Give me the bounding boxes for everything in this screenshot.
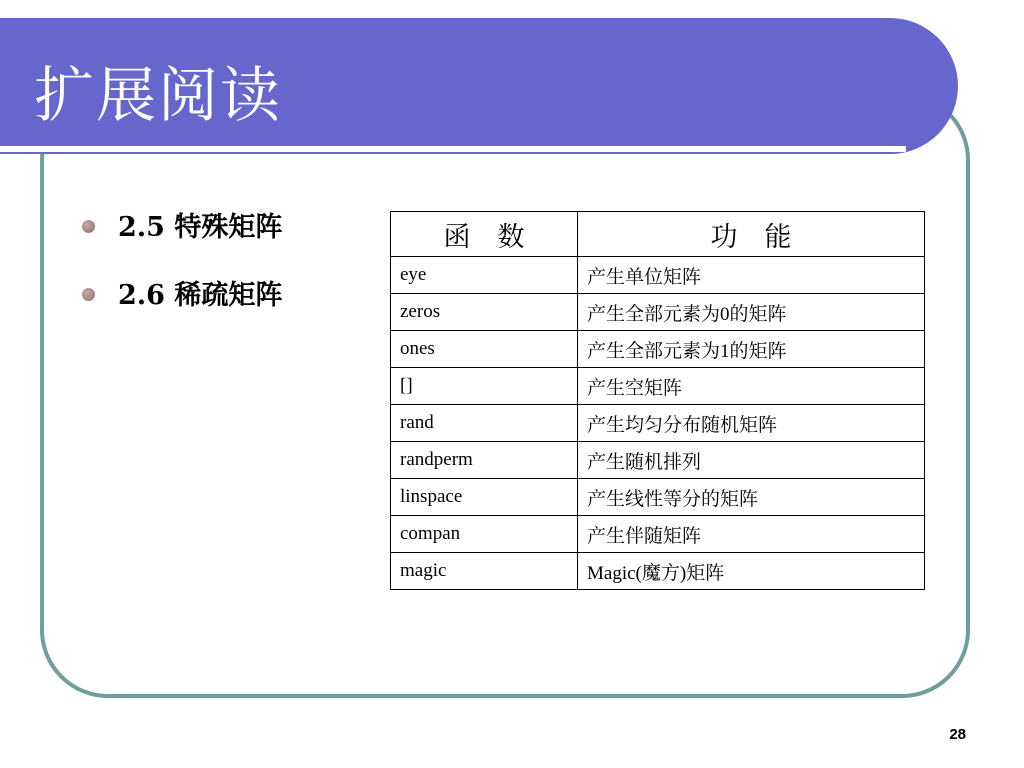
- function-desc: 产生空矩阵: [578, 368, 925, 405]
- page-number: 28: [949, 726, 966, 743]
- bullet-label: 2.6 稀疏矩阵: [118, 280, 283, 311]
- function-desc: 产生线性等分的矩阵: [578, 479, 925, 516]
- function-name: rand: [391, 405, 578, 442]
- table-row: [391, 405, 925, 442]
- function-name: ones: [391, 331, 578, 368]
- header-function: 函 数: [391, 212, 578, 257]
- table-row: [391, 479, 925, 516]
- function-name: compan: [391, 516, 578, 553]
- function-desc: 产生随机排列: [578, 442, 925, 479]
- title-bar: [0, 18, 958, 154]
- function-name: []: [391, 368, 578, 405]
- function-desc: 产生均匀分布随机矩阵: [578, 405, 925, 442]
- bullet-dot-icon: [82, 220, 95, 233]
- function-desc: 产生全部元素为1的矩阵: [578, 331, 925, 368]
- bullet-item-special-matrix: [82, 206, 282, 274]
- table-row: [391, 331, 925, 368]
- function-table: [390, 211, 925, 590]
- function-desc: 产生单位矩阵: [578, 257, 925, 294]
- bullet-label: 2.5 特殊矩阵: [118, 212, 283, 243]
- function-desc: Magic(魔方)矩阵: [578, 553, 925, 590]
- function-name: linspace: [391, 479, 578, 516]
- bullet-item-sparse-matrix: [82, 274, 282, 342]
- function-name: eye: [391, 257, 578, 294]
- table-row: [391, 516, 925, 553]
- function-name: randperm: [391, 442, 578, 479]
- table-header-row: [391, 212, 925, 257]
- bullet-list: [82, 206, 282, 342]
- table-row: [391, 257, 925, 294]
- function-desc: 产生全部元素为0的矩阵: [578, 294, 925, 331]
- title-underline: [0, 146, 906, 152]
- function-name: magic: [391, 553, 578, 590]
- function-name: zeros: [391, 294, 578, 331]
- slide-title: 扩展阅读: [34, 61, 282, 131]
- bullet-dot-icon: [82, 288, 95, 301]
- table-row: [391, 553, 925, 590]
- function-desc: 产生伴随矩阵: [578, 516, 925, 553]
- table-row: [391, 368, 925, 405]
- table-row: [391, 294, 925, 331]
- header-purpose: 功 能: [578, 212, 925, 257]
- table-row: [391, 442, 925, 479]
